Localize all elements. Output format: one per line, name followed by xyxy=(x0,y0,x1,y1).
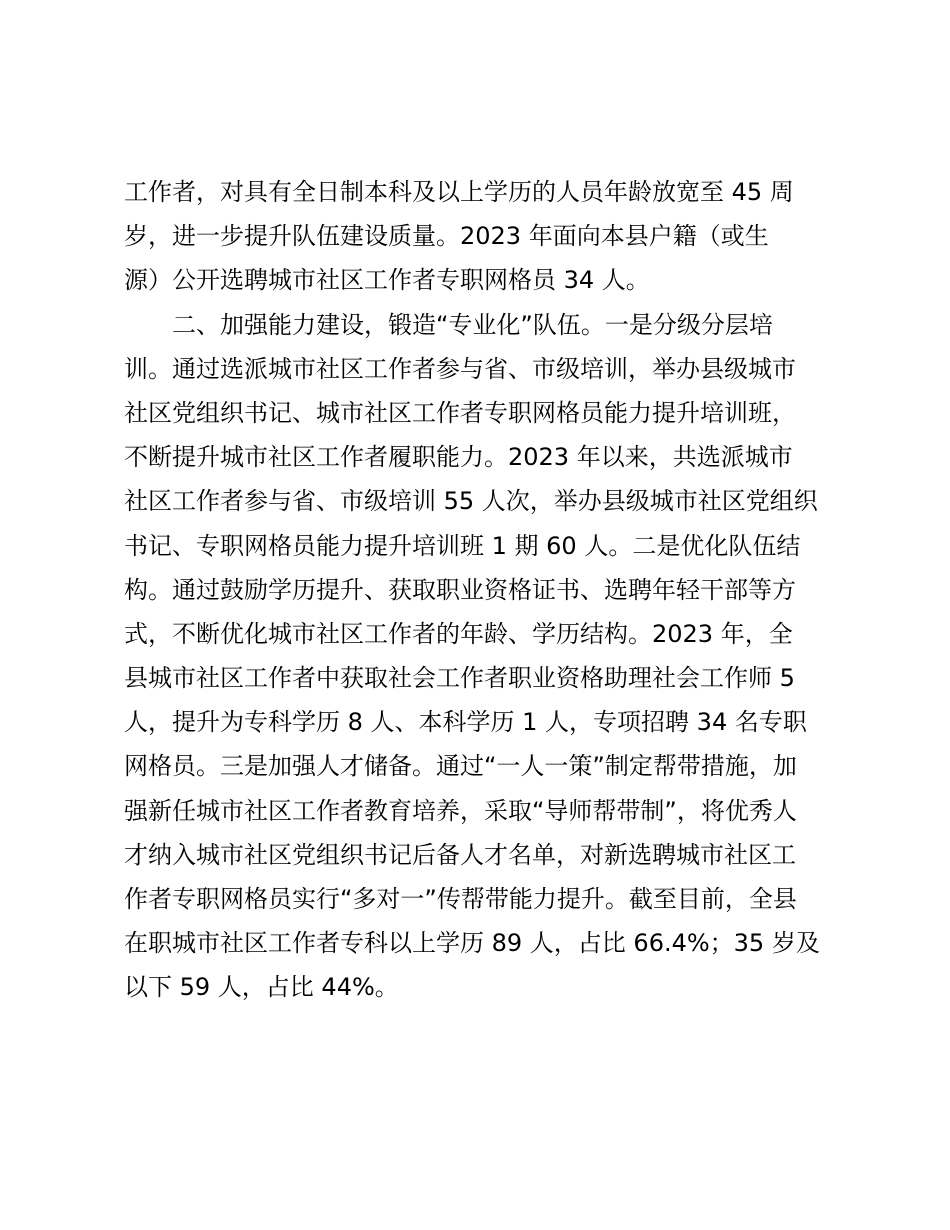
text-line: 以下 59 人，占比 44%。 xyxy=(124,973,399,1002)
text-line: 式，不断优化城市社区工作者的年龄、学历结构。2023 年，全 xyxy=(124,619,793,648)
text-line: 在职城市社区工作者专科以上学历 89 人，占比 66.4%；35 岁及 xyxy=(124,929,820,958)
text-line: 网格员。三是加强人才储备。通过“一人一策”制定帮带措施，加 xyxy=(124,752,797,781)
text-line: 不断提升城市社区工作者履职能力。2023 年以来，共选派城市 xyxy=(124,443,793,472)
text-line: 构。通过鼓励学历提升、获取职业资格证书、选聘年轻干部等方 xyxy=(124,575,796,604)
text-line: 书记、专职网格员能力提升培训班 1 期 60 人。二是优化队伍结 xyxy=(124,531,801,560)
text-line: 强新任城市社区工作者教育培养，采取“导师帮带制”，将优秀人 xyxy=(124,796,797,825)
text-line: 训。通过选派城市社区工作者参与省、市级培训，举办县级城市 xyxy=(124,354,796,383)
text-line: 才纳入城市社区党组织书记后备人才名单，对新选聘城市社区工 xyxy=(124,840,796,869)
section-heading-line: 二、加强能力建设，锻造“专业化”队伍。一是分级分层培 xyxy=(172,310,773,339)
text-line: 县城市社区工作者中获取社会工作者职业资格助理社会工作师 5 xyxy=(124,664,795,693)
text-line: 人，提升为专科学历 8 人、本科学历 1 人，专项招聘 34 名专职 xyxy=(124,708,807,737)
text-line: 岁，进一步提升队伍建设质量。2023 年面向本县户籍（或生 xyxy=(124,222,769,251)
text-line: 社区党组织书记、城市社区工作者专职网格员能力提升培训班， xyxy=(124,398,796,427)
text-line: 社区工作者参与省、市级培训 55 人次，举办县级城市社区党组织 xyxy=(124,487,818,516)
body-text xyxy=(124,170,844,1010)
text-line: 工作者，对具有全日制本科及以上学历的人员年龄放宽至 45 周 xyxy=(124,178,794,206)
text-line: 作者专职网格员实行“多对一”传帮带能力提升。截至目前，全县 xyxy=(124,885,797,913)
text-line: 源）公开选聘城市社区工作者专职网格员 34 人。 xyxy=(124,266,650,295)
